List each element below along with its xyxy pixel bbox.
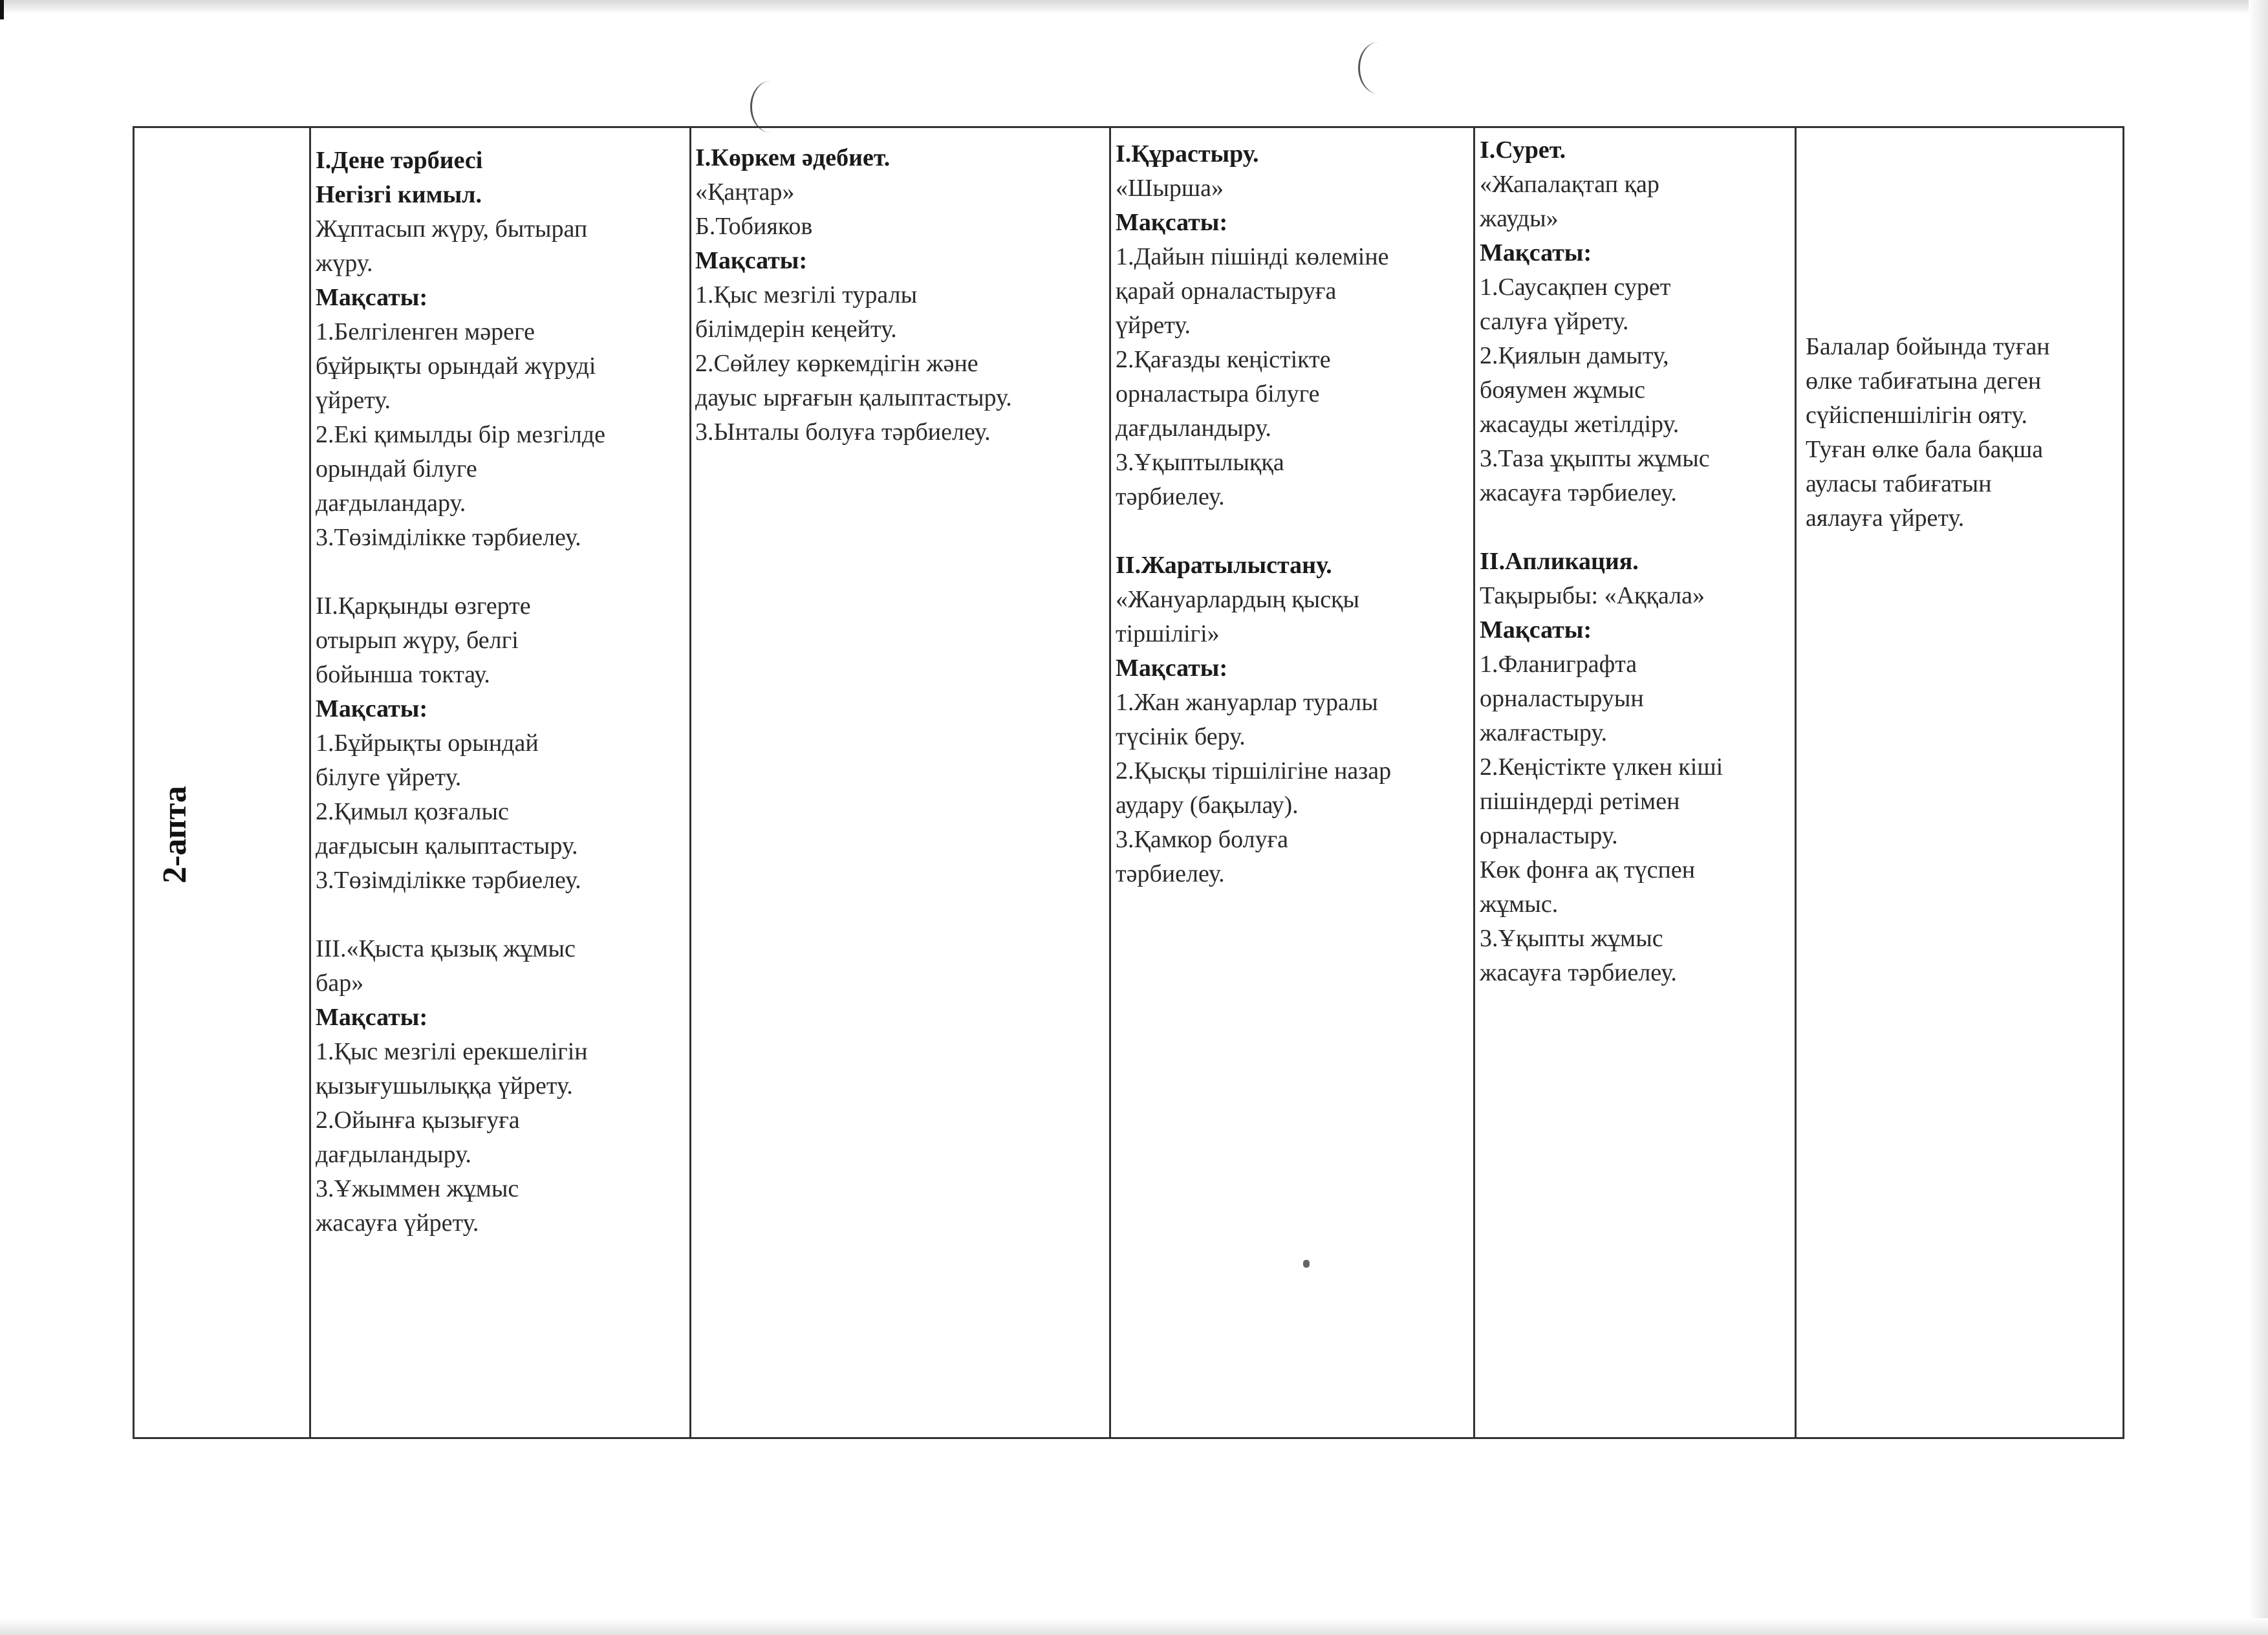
text-line: 1.Қыс мезгілі ерекшелігін: [316, 1038, 588, 1065]
text-line: дағдысын қалыптастыру.: [316, 832, 578, 860]
text-line: 3.Төзімділікке тәрбиелеу.: [316, 524, 581, 551]
text-line: қызығушылыққа үйрету.: [316, 1072, 573, 1099]
text-line: 2.Кеңістікте үлкен кіші: [1480, 753, 1723, 781]
text-line: өлке табиғатына деген: [1806, 367, 2042, 395]
text-line: дағдыландыру.: [1116, 415, 1271, 442]
column-divider: [1109, 128, 1111, 1437]
text-line: орналастыра білуге: [1116, 380, 1320, 407]
text-line: орналастыру.: [1480, 822, 1618, 849]
punch-hole-mark: [750, 81, 791, 133]
section-heading: Негізгі кимыл.: [316, 181, 482, 208]
text-line: жауды»: [1480, 205, 1559, 232]
text-line: «Жапалақтап қар: [1480, 171, 1659, 198]
text-line: 1.Жан жануарлар туралы: [1116, 689, 1378, 716]
text-line: бойынша токтау.: [316, 661, 490, 688]
text-line: 1.Саусақпен сурет: [1480, 274, 1671, 301]
text-line: салуға үйрету.: [1480, 308, 1629, 335]
text-line: 2.Сөйлеу көркемдігін және: [695, 350, 978, 377]
text-line: «Жануарлардың қысқы: [1116, 586, 1360, 613]
section-heading: Мақсаты:: [1480, 239, 1592, 266]
text-line: жасауға үйрету.: [316, 1209, 479, 1237]
text-line: 3.Ынталы болуға тәрбиелеу.: [695, 418, 991, 446]
text-line: аудару (бақылау).: [1116, 792, 1299, 819]
cell-construction-nature: [1116, 137, 1465, 891]
section-heading: І.Дене тәрбиесі: [316, 147, 483, 174]
text-line: 3.Таза ұқыпты жұмыс: [1480, 445, 1710, 472]
text-line: Жұптасып жүру, бытырап: [316, 215, 588, 243]
text-line: 3.Қамкор болуға: [1116, 826, 1289, 853]
section-heading: Мақсаты:: [316, 1004, 428, 1031]
section-heading: Мақсаты:: [1116, 655, 1228, 682]
text-line: жасауға тәрбиелеу.: [1480, 479, 1677, 506]
section-heading: Мақсаты:: [1116, 209, 1228, 236]
text-line: жасауға тәрбиелеу.: [1480, 959, 1677, 986]
text-line: 1.Белгіленген мәреге: [316, 318, 535, 345]
cell-drawing-applique: [1480, 133, 1790, 990]
section-heading: Мақсаты:: [316, 695, 428, 722]
text-line: 1.Қыс мезгілі туралы: [695, 281, 918, 309]
blank-line: [316, 898, 678, 932]
text-line: сүйіспеншілігін ояту.: [1806, 402, 2028, 429]
cell-literature: [695, 141, 1096, 449]
text-line: 2.Қимыл қозғалыс: [316, 798, 509, 825]
text-line: қарай орналастыруға: [1116, 277, 1337, 305]
column-divider: [1473, 128, 1475, 1437]
text-line: дағдыландару.: [316, 490, 466, 517]
text-line: бар»: [316, 969, 364, 997]
text-line: білуге үйрету.: [316, 764, 462, 791]
text-line: «Қаңтар»: [695, 179, 795, 206]
text-line: 3.Ұқыптылыққа: [1116, 449, 1284, 476]
section-heading: Мақсаты:: [695, 247, 808, 274]
text-line: орналастыруын: [1480, 685, 1644, 712]
text-line: ІІ.Қарқынды өзгерте: [316, 592, 531, 620]
text-line: 2.Қысқы тіршілігіне назар: [1116, 757, 1392, 785]
section-heading: І.Құрастыру.: [1116, 140, 1259, 168]
text-line: жасауды жетілдіру.: [1480, 411, 1679, 438]
text-line: 1.Дайын пішінді көлеміне: [1116, 243, 1389, 270]
punch-hole-mark: [1358, 42, 1399, 94]
section-heading: Мақсаты:: [316, 284, 428, 311]
blank-line: [316, 555, 678, 589]
text-line: тәрбиелеу.: [1116, 483, 1225, 510]
text-line: Көк фонға ақ түспен: [1480, 856, 1696, 883]
scan-corner-mark: [0, 0, 4, 19]
text-line: үйрету.: [1116, 312, 1191, 339]
section-heading: Мақсаты:: [1480, 616, 1592, 644]
text-line: жүру.: [316, 250, 373, 277]
text-line: 2.Ойынға қызығуға: [316, 1107, 520, 1134]
scan-bottom-shadow: [0, 1618, 2268, 1635]
scan-right-shadow: [2249, 0, 2268, 1635]
text-line: дауыс ырғағын қалыптастыру.: [695, 384, 1012, 411]
text-line: орындай білуге: [316, 455, 477, 482]
column-divider: [309, 128, 311, 1437]
text-line: бояумен жұмыс: [1480, 376, 1646, 404]
cell-physical-education: [316, 144, 678, 1240]
text-line: жұмыс.: [1480, 891, 1559, 918]
text-line: Туған өлке бала бақша: [1806, 436, 2044, 463]
text-line: Б.Тобияков: [695, 213, 813, 240]
text-line: 1.Бұйрықты орындай: [316, 730, 539, 757]
section-heading: ІІ.Жаратылыстану.: [1116, 552, 1332, 579]
blank-line: [1116, 514, 1465, 548]
text-line: 3.Ұжыммен жұмыс: [316, 1175, 519, 1202]
text-line: аялауға үйрету.: [1806, 504, 1965, 532]
blank-line: [1480, 510, 1790, 545]
text-line: бұйрықты орындай жүруді: [316, 352, 596, 380]
text-line: тіршілігі»: [1116, 620, 1220, 647]
column-divider: [689, 128, 691, 1437]
week-label-text: 2-апта: [156, 785, 193, 883]
text-line: 3.Төзімділікке тәрбиелеу.: [316, 867, 581, 894]
week-label: [155, 783, 194, 886]
text-line: 2.Екі қимылды бір мезгілде: [316, 421, 606, 448]
text-line: түсінік беру.: [1116, 723, 1246, 750]
text-line: «Шырша»: [1116, 175, 1224, 202]
scan-top-shadow: [0, 0, 2268, 14]
section-heading: І.Сурет.: [1480, 136, 1566, 164]
text-line: Тақырыбы: «Аққала»: [1480, 582, 1705, 609]
text-line: тәрбиелеу.: [1116, 860, 1225, 887]
text-line: үйрету.: [316, 387, 391, 414]
section-heading: І.Көркем әдебиет.: [695, 144, 891, 171]
text-line: пішіндерді ретімен: [1480, 788, 1680, 815]
text-line: 1.Фланиграфта: [1480, 651, 1637, 678]
text-line: отырып жүру, белгі: [316, 627, 519, 654]
text-line: ауласы табиғатын: [1806, 470, 1992, 497]
column-divider: [1795, 128, 1797, 1437]
text-line: 3.Ұқыпты жұмыс: [1480, 925, 1663, 952]
text-line: ІІІ.«Қыста қызық жұмыс: [316, 935, 576, 962]
text-line: 2.Қиялын дамыту,: [1480, 342, 1669, 369]
cell-upbringing-goal: [1806, 330, 2110, 536]
text-line: білімдерін кеңейту.: [695, 316, 897, 343]
text-line: дағдыландыру.: [316, 1141, 471, 1168]
text-line: Балалар бойында туған: [1806, 333, 2050, 360]
text-line: жалғастыру.: [1480, 719, 1608, 746]
section-heading: ІІ.Апликация.: [1480, 548, 1639, 575]
text-line: 2.Қағазды кеңістікте: [1116, 346, 1331, 373]
